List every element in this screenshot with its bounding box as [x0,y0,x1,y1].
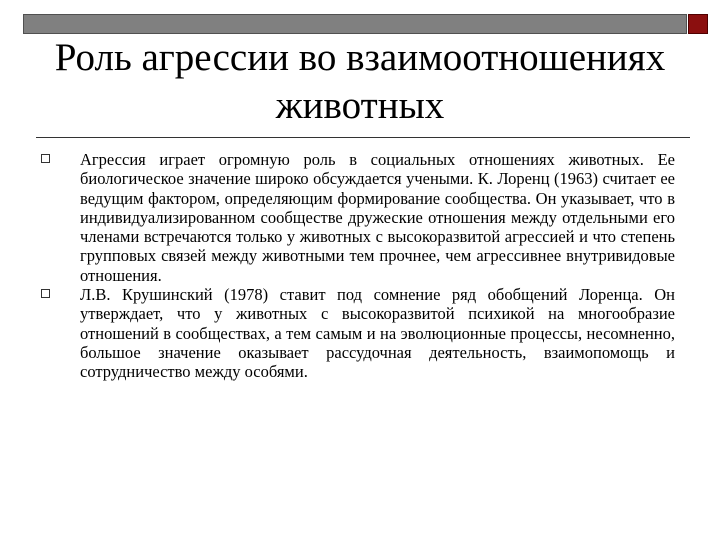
list-item-text: Агрессия играет огромную роль в социальных отношениях животных. Ее биологическое значение широко обсуждается учеными. К. Лоренц (1963) считает ее ведущим фактором, определяющим формирование сообщества. Он указывает, что в индивидуализированном сообществе дружеские отношения между отдельными его членами встречаются только у животных с высокоразвитой агрессией и что степень групповых связей между животными тем прочнее, чем агрессивнее внутривидовые отношения. [80,150,675,285]
list-item [40,150,675,285]
slide-title-line-2: животных [275,84,445,127]
slide-title-line-1: Роль агрессии во взаимоотношениях [54,36,666,79]
list-item-text: Л.В. Крушинский (1978) ставит под сомнение ряд обобщений Лоренца. Он утверждает, что у животных с высокоразвитой психикой на многообразие отношений в сообществах, а тем самым и на эволюционные процессы, несомненно, большое значение оказывает рассудочная деятельность, взаимопомощь и сотрудничество между особями. [80,285,675,382]
list-item [40,285,675,381]
slide-title [30,34,690,130]
square-bullet-icon [41,289,50,298]
header-bar [23,14,687,34]
title-divider [36,137,690,138]
corner-accent-square [688,14,708,34]
bullet-list [40,150,675,382]
square-bullet-icon [41,154,50,163]
